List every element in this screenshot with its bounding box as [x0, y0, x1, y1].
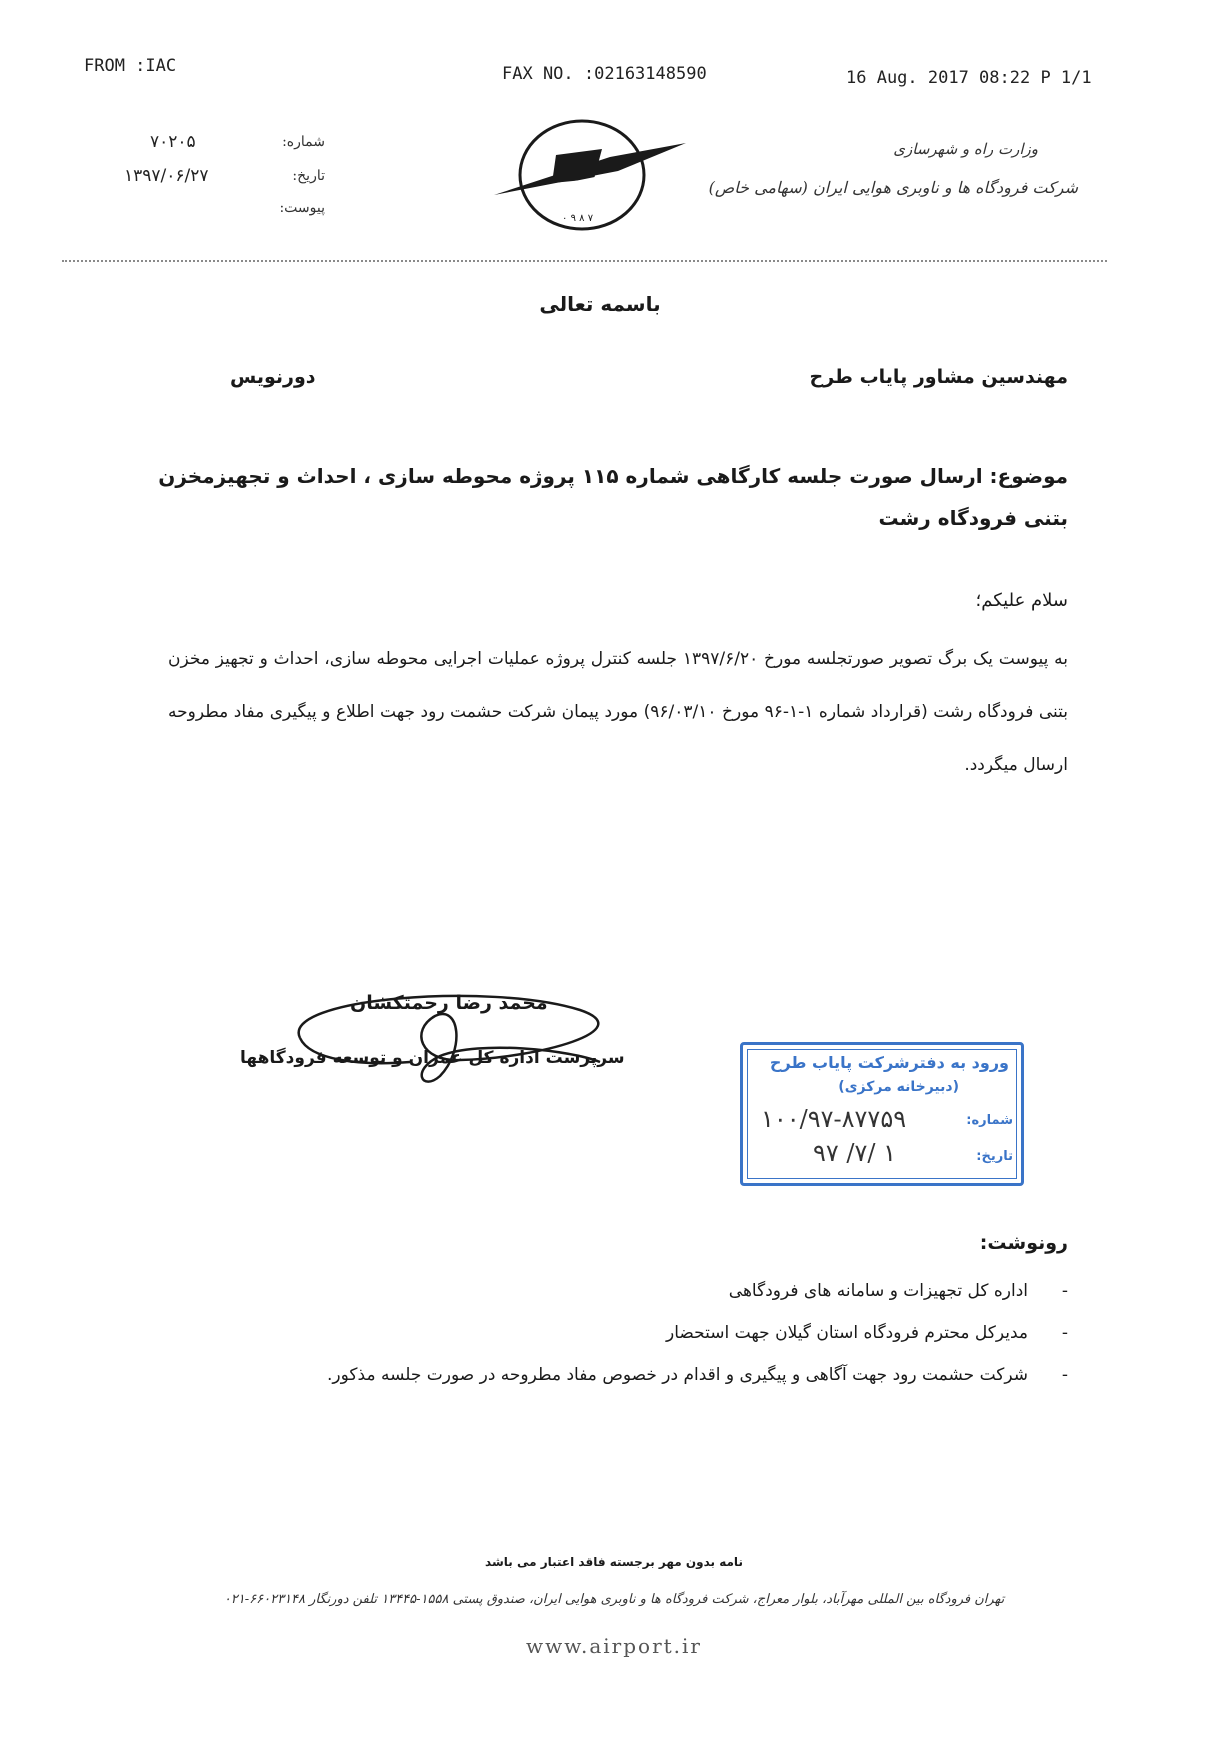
cc-heading: رونوشت: [979, 1232, 1068, 1254]
body-paragraph: به پیوست یک برگ تصویر صورتجلسه مورخ ۱۳۹۷/۶/۲۰ جلسه کنترل پروژه عملیات اجرایی محوطه سازی، احداث و تجهیز مخزن بتنی فرودگاه رشت (قرارداد شماره ۱-۱-۹۶ مورخ ۹۶/۰۳/۱۰) مورد پیمان شرکت حشمت رود جهت اطلاع و پیگیری مفاد مطروحه ارسال میگردد. [168, 649, 1068, 775]
letter-number-value: ۷۰۲۰۵ [150, 132, 196, 152]
signer-name: محمد رضا رحمتکشان [350, 992, 548, 1014]
greeting: سلام علیکم؛ [975, 590, 1068, 611]
cc-item: - شرکت حشمت رود جهت آگاهی و پیگیری و اقدام در خصوص مفاد مطروحه در صورت جلسه مذکور. [188, 1354, 1068, 1396]
fax-from: FROM :IAC [84, 56, 177, 76]
stamp-subtitle: (دبیرخانه مرکزی) [838, 1079, 959, 1095]
letter-attachment-label: پیوست: [279, 200, 325, 216]
fax-number: FAX NO. :02163148590 [502, 64, 707, 84]
validity-note: نامه بدون مهر برجسته فاقد اعتبار می باشد [485, 1555, 743, 1569]
svg-text:٧ ٨ ٩ ٠: ٧ ٨ ٩ ٠ [562, 213, 594, 224]
header-divider [62, 260, 1107, 262]
invocation: باسمه تعالی [539, 292, 661, 316]
cc-item: - مدیرکل محترم فرودگاه استان گیلان جهت استحضار [188, 1312, 1068, 1354]
transmission-type: دورنویس [230, 366, 316, 388]
signature-block [240, 980, 640, 1100]
stamp-date-label: تاریخ: [976, 1149, 1013, 1164]
iac-logo-icon [490, 115, 690, 235]
letter-number-label: شماره: [282, 134, 325, 150]
stamp-number-value: ۱۰۰/۹۷-۸۷۷۵۹ [761, 1105, 907, 1133]
received-stamp [740, 1042, 1024, 1186]
addressee: مهندسین مشاور پایاب طرح [809, 366, 1068, 388]
letter-date-label: تاریخ: [292, 168, 325, 184]
subject: موضوع: ارسال صورت جلسه کارگاهی شماره ۱۱۵ پروژه محوطه سازی ، احداث و تجهیزمخزن بتنی فرودگاه رشت [158, 464, 1068, 530]
cc-item: - اداره کل تجهیزات و سامانه های فرودگاهی [188, 1270, 1068, 1312]
ministry-name: وزارت راه و شهرسازی [893, 140, 1038, 158]
stamp-number-label: شماره: [966, 1113, 1013, 1128]
footer-website: www.airport.ir [526, 1634, 702, 1658]
signer-title: سرپرست اداره کل عمران و توسعه فرودگاهها [240, 1048, 625, 1068]
letter-date-value: ۱۳۹۷/۰۶/۲۷ [124, 166, 209, 186]
stamp-date-value: ۹۷ /۷/ ۱ [813, 1139, 896, 1167]
footer-address: تهران فرودگاه بین المللی مهرآباد، بلوار معراج، شرکت فرودگاه ها و ناوبری هوایی ایران، صندوق پستی ۱۵۵۸-۱۳۴۴۵ تلفن دورنگار ۶۶۰۲۳۱۴۸-۰۲۱ [223, 1592, 1005, 1607]
company-name: شرکت فرودگاه ها و ناوبری هوایی ایران (سهامی خاص) [708, 178, 1078, 197]
stamp-title: ورود به دفترشرکت پایاب طرح [769, 1053, 1009, 1072]
letter-meta [110, 126, 325, 226]
cc-list [188, 1270, 1068, 1396]
fax-date-page: 16 Aug. 2017 08:22 P 1/1 [846, 68, 1092, 88]
